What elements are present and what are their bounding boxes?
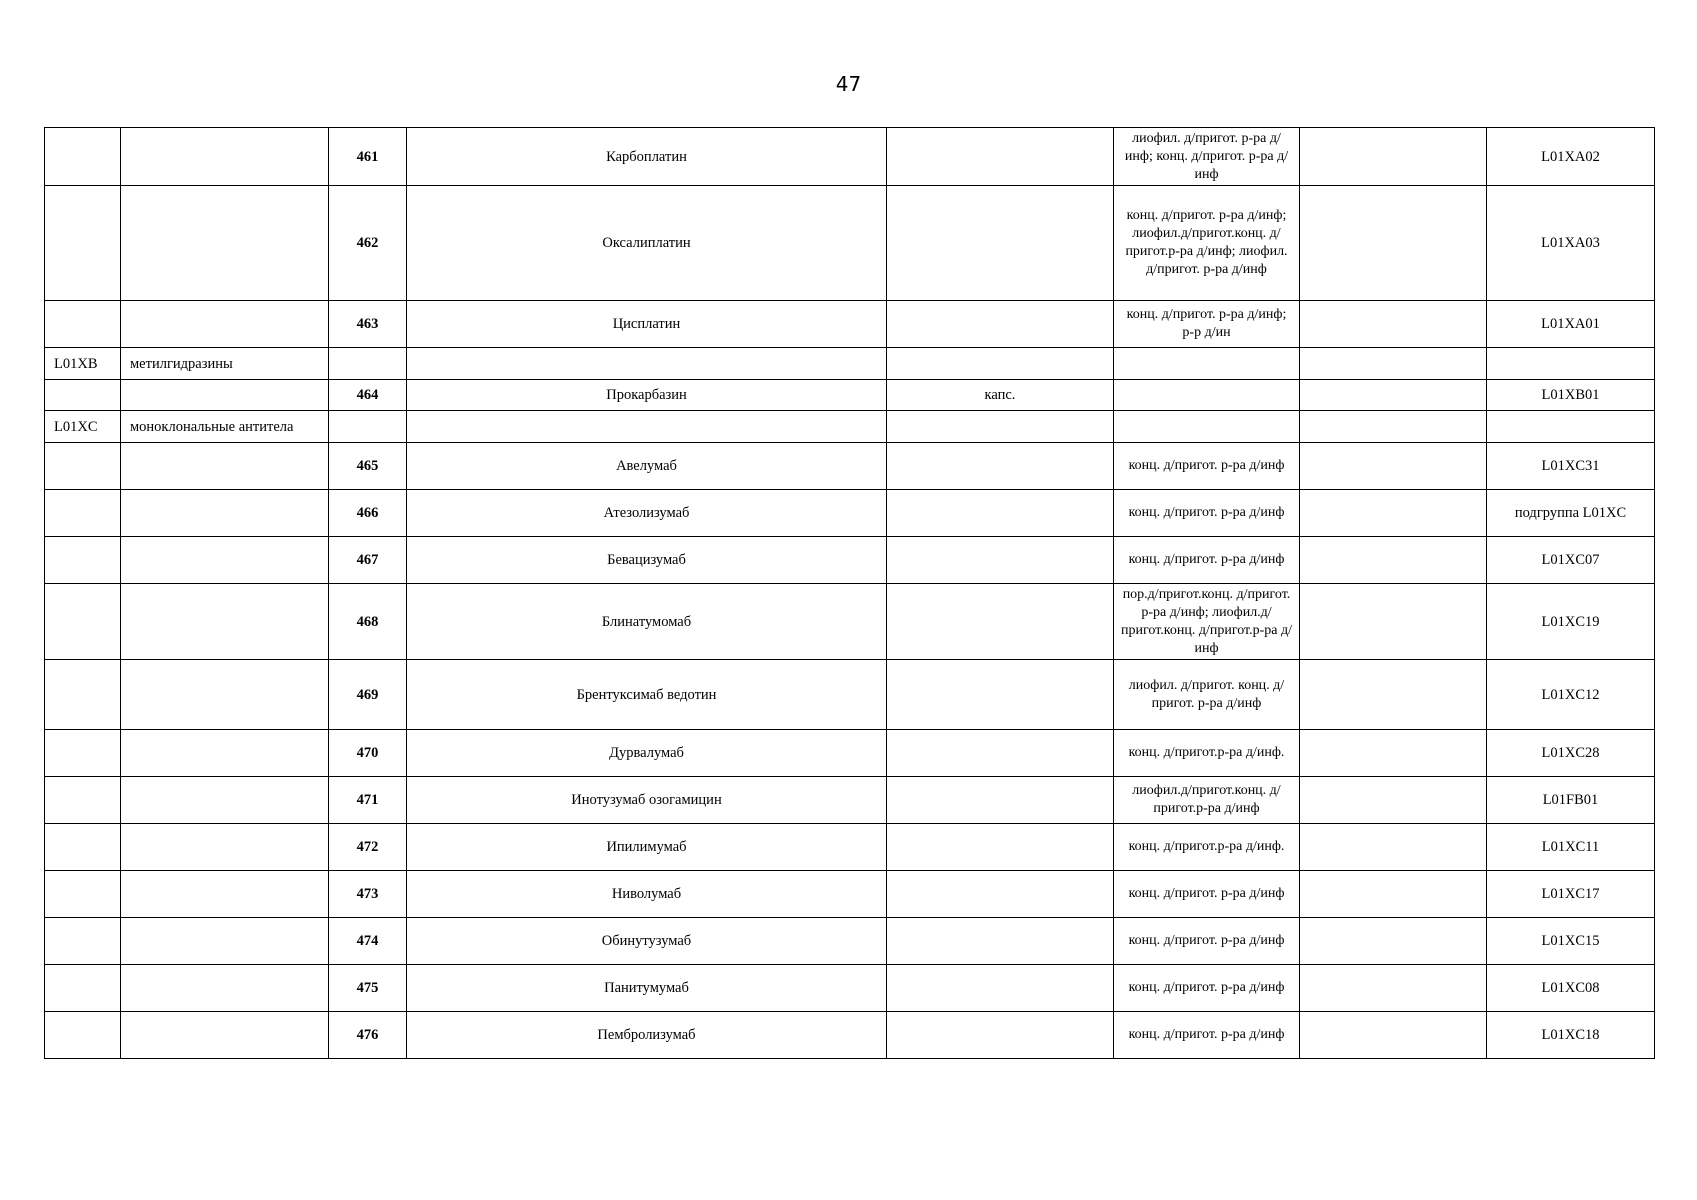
drug-name-cell: Инотузумаб озогамицин [407,777,887,824]
drug-name-cell: Бевацизумаб [407,537,887,584]
dose-cell [887,490,1114,537]
atc-group-code-cell: L01XB [45,348,121,380]
atc-group-code-cell [45,301,121,348]
dose-cell [887,348,1114,380]
atc-group-name-cell [121,730,329,777]
table-row [45,128,1655,186]
dose-cell [887,584,1114,660]
atc-code-cell: L01XC28 [1487,730,1655,777]
drug-name-cell: Дурвалумаб [407,730,887,777]
table-row [45,824,1655,871]
empty-cell [1300,348,1487,380]
atc-code-cell: L01XC19 [1487,584,1655,660]
table-row [45,490,1655,537]
dose-cell [887,186,1114,301]
dose-cell [887,443,1114,490]
dose-cell [887,537,1114,584]
empty-cell [1300,301,1487,348]
atc-group-name-cell [121,128,329,186]
drug-name-cell: Оксалиплатин [407,186,887,301]
drug-name-cell [407,348,887,380]
item-number-cell: 463 [329,301,407,348]
atc-group-name-cell [121,660,329,730]
atc-group-code-cell [45,965,121,1012]
item-number-cell: 466 [329,490,407,537]
atc-code-cell [1487,348,1655,380]
drug-name-cell: Брентуксимаб ведотин [407,660,887,730]
table-row [45,871,1655,918]
atc-code-cell: подгруппа L01XC [1487,490,1655,537]
table-row-group [45,348,1655,380]
empty-cell [1300,660,1487,730]
empty-cell [1300,380,1487,411]
atc-group-name-cell [121,584,329,660]
atc-group-code-cell: L01XC [45,411,121,443]
empty-cell [1300,1012,1487,1059]
atc-group-name-cell [121,301,329,348]
dosage-form-cell: конц. д/пригот. р-ра д/инф [1114,490,1300,537]
item-number-cell [329,411,407,443]
dosage-form-cell [1114,380,1300,411]
item-number-cell: 467 [329,537,407,584]
atc-code-cell: L01XB01 [1487,380,1655,411]
dose-cell: капс. [887,380,1114,411]
dosage-form-cell: конц. д/пригот. р-ра д/инф [1114,871,1300,918]
item-number-cell: 461 [329,128,407,186]
atc-group-code-cell [45,380,121,411]
table-row [45,918,1655,965]
atc-group-name-cell [121,777,329,824]
table-row [45,730,1655,777]
drug-name-cell: Атезолизумаб [407,490,887,537]
dose-cell [887,871,1114,918]
atc-group-name-cell [121,965,329,1012]
item-number-cell: 475 [329,965,407,1012]
dosage-form-cell: лиофил. д/пригот. конц. д/пригот. р-ра д/инф [1114,660,1300,730]
atc-code-cell: L01XA01 [1487,301,1655,348]
empty-cell [1300,730,1487,777]
drug-table [44,127,1655,1059]
table-row [45,584,1655,660]
item-number-cell: 464 [329,380,407,411]
empty-cell [1300,128,1487,186]
item-number-cell: 474 [329,918,407,965]
atc-code-cell: L01XC08 [1487,965,1655,1012]
atc-code-cell: L01XC17 [1487,871,1655,918]
item-number-cell [329,348,407,380]
atc-group-name-cell [121,918,329,965]
atc-code-cell: L01XC15 [1487,918,1655,965]
atc-code-cell: L01FB01 [1487,777,1655,824]
table-row [45,301,1655,348]
empty-cell [1300,965,1487,1012]
atc-group-code-cell [45,918,121,965]
atc-group-name-cell [121,443,329,490]
empty-cell [1300,186,1487,301]
dosage-form-cell: лиофил.д/пригот.конц. д/пригот.р-ра д/инф [1114,777,1300,824]
drug-name-cell: Прокарбазин [407,380,887,411]
drug-name-cell: Ниволумаб [407,871,887,918]
dose-cell [887,301,1114,348]
item-number-cell: 468 [329,584,407,660]
dosage-form-cell: конц. д/пригот. р-ра д/инф [1114,965,1300,1012]
atc-code-cell: L01XA03 [1487,186,1655,301]
item-number-cell: 470 [329,730,407,777]
dosage-form-cell: конц. д/пригот. р-ра д/инф; р-р д/ин [1114,301,1300,348]
table-row [45,380,1655,411]
dosage-form-cell: конц. д/пригот. р-ра д/инф [1114,918,1300,965]
drug-name-cell: Ипилимумаб [407,824,887,871]
dosage-form-cell: конц. д/пригот. р-ра д/инф [1114,1012,1300,1059]
item-number-cell: 473 [329,871,407,918]
dose-cell [887,1012,1114,1059]
atc-group-code-cell [45,824,121,871]
drug-name-cell [407,411,887,443]
atc-group-code-cell [45,584,121,660]
atc-group-name-cell [121,186,329,301]
table-row [45,186,1655,301]
atc-group-code-cell [45,871,121,918]
table-row [45,443,1655,490]
atc-group-name-cell: моноклональные антитела [121,411,329,443]
dose-cell [887,660,1114,730]
dosage-form-cell [1114,411,1300,443]
atc-group-name-cell [121,380,329,411]
empty-cell [1300,490,1487,537]
atc-group-code-cell [45,443,121,490]
empty-cell [1300,918,1487,965]
dose-cell [887,824,1114,871]
atc-group-code-cell [45,1012,121,1059]
empty-cell [1300,443,1487,490]
item-number-cell: 469 [329,660,407,730]
empty-cell [1300,777,1487,824]
atc-group-code-cell [45,730,121,777]
drug-name-cell: Пембролизумаб [407,1012,887,1059]
dose-cell [887,777,1114,824]
dosage-form-cell: конц. д/пригот.р-ра д/инф. [1114,730,1300,777]
atc-code-cell: L01XA02 [1487,128,1655,186]
drug-name-cell: Обинутузумаб [407,918,887,965]
atc-code-cell [1487,411,1655,443]
table-row [45,660,1655,730]
dosage-form-cell [1114,348,1300,380]
drug-name-cell: Карбоплатин [407,128,887,186]
atc-code-cell: L01XC11 [1487,824,1655,871]
dose-cell [887,730,1114,777]
dosage-form-cell: пор.д/пригот.конц. д/пригот. р-ра д/инф; лиофил.д/пригот.конц. д/пригот.р-ра д/инф [1114,584,1300,660]
drug-name-cell: Панитумумаб [407,965,887,1012]
atc-code-cell: L01XC07 [1487,537,1655,584]
drug-name-cell: Цисплатин [407,301,887,348]
atc-code-cell: L01XC12 [1487,660,1655,730]
atc-group-code-cell [45,186,121,301]
dose-cell [887,128,1114,186]
empty-cell [1300,411,1487,443]
page-number: 47 [835,72,862,96]
atc-group-code-cell [45,660,121,730]
atc-group-name-cell [121,824,329,871]
table-row [45,965,1655,1012]
drug-name-cell: Авелумаб [407,443,887,490]
dose-cell [887,411,1114,443]
empty-cell [1300,824,1487,871]
table-row [45,537,1655,584]
atc-group-name-cell [121,490,329,537]
table-row [45,777,1655,824]
drug-name-cell: Блинатумомаб [407,584,887,660]
dose-cell [887,965,1114,1012]
empty-cell [1300,537,1487,584]
item-number-cell: 462 [329,186,407,301]
atc-group-name-cell: метилгидразины [121,348,329,380]
item-number-cell: 471 [329,777,407,824]
dosage-form-cell: конц. д/пригот. р-ра д/инф [1114,537,1300,584]
item-number-cell: 476 [329,1012,407,1059]
atc-group-name-cell [121,1012,329,1059]
atc-group-code-cell [45,777,121,824]
dosage-form-cell: конц. д/пригот. р-ра д/инф; лиофил.д/пригот.конц. д/пригот.р-ра д/инф; лиофил. д/пригот. р-ра д/инф [1114,186,1300,301]
item-number-cell: 472 [329,824,407,871]
atc-group-code-cell [45,537,121,584]
atc-code-cell: L01XC31 [1487,443,1655,490]
dose-cell [887,918,1114,965]
empty-cell [1300,584,1487,660]
dosage-form-cell: лиофил. д/пригот. р-ра д/инф; конц. д/пригот. р-ра д/инф [1114,128,1300,186]
dosage-form-cell: конц. д/пригот.р-ра д/инф. [1114,824,1300,871]
atc-group-name-cell [121,537,329,584]
dosage-form-cell: конц. д/пригот. р-ра д/инф [1114,443,1300,490]
table-row-group [45,411,1655,443]
empty-cell [1300,871,1487,918]
item-number-cell: 465 [329,443,407,490]
atc-code-cell: L01XC18 [1487,1012,1655,1059]
atc-group-name-cell [121,871,329,918]
table-row [45,1012,1655,1059]
atc-group-code-cell [45,128,121,186]
atc-group-code-cell [45,490,121,537]
